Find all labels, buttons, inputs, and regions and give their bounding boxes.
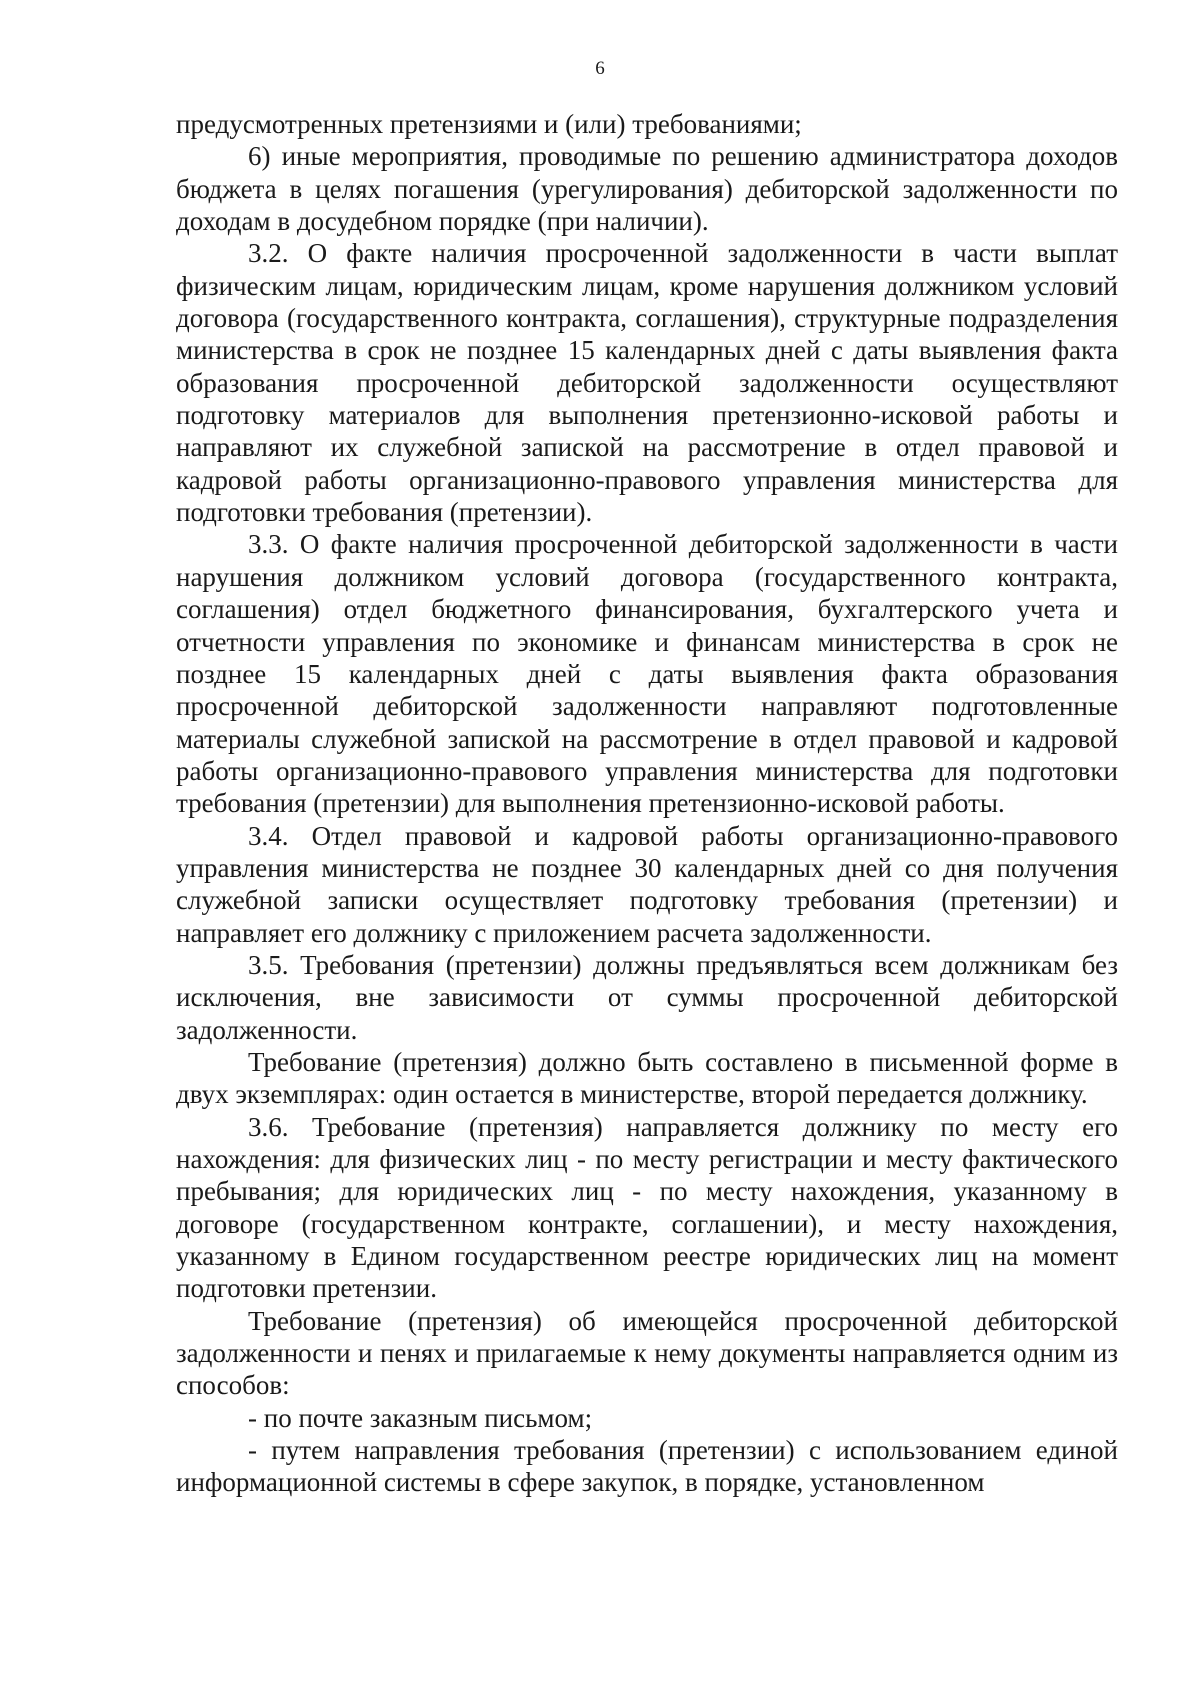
list-item-mail: - по почте заказным письмом; — [248, 1402, 593, 1433]
list-item-eis: - путем направления требования (претензии) с использованием единой информационной системы в сфере закупок, в порядке, установленном — [176, 1435, 1118, 1498]
paragraph-continuation: предусмотренных претензиями и (или) требованиями; — [176, 109, 802, 139]
paragraph-3-3: 3.3. О факте наличия просроченной дебиторской задолженности в части нарушения должником условий договора (государственного контракта, соглашения) отдел бюджетного финансирования, бухгалтерского учета и отчетности управления по экономике и финансам министерства в срок не позднее 15 календарных дней с даты выявления факта образования просроченной дебиторской задолженности направляют подготовленные материалы служебной запиской на рассмотрение в отдел правовой и кадровой работы организационно-правового управления министерства для подготовки требования (претензии) для выполнения претензионно-исковой работы. — [176, 529, 1118, 819]
paragraph-3-6: 3.6. Требование (претензия) направляется должнику по месту его нахождения: для физических лиц - по месту регистрации и месту фактического пребывания; для юридических лиц - по месту нахождения, указанному в договоре (государственном контракте, соглашении), и месту нахождения, указанному в Едином государственном реестре юридических лиц на момент подготовки претензии. — [176, 1111, 1118, 1304]
paragraph-3-6-methods: Требование (претензия) об имеющейся просроченной дебиторской задолженности и пенях и прилагаемые к нему документы направляется одним из способов: — [176, 1305, 1118, 1401]
document-body — [176, 108, 1118, 1499]
paragraph-3-5: 3.5. Требования (претензии) должны предъявляться всем должникам без исключения, вне зависимости от суммы просроченной дебиторской задолженности. — [176, 949, 1118, 1045]
page-number: 6 — [595, 58, 605, 79]
paragraph-item-6: 6) иные мероприятия, проводимые по решению администратора доходов бюджета в целях погашения (урегулирования) дебиторской задолженности по доходам в досудебном порядке (при наличии). — [176, 141, 1118, 237]
paragraph-3-2: 3.2. О факте наличия просроченной задолженности в части выплат физическим лицам, юридическим лицам, кроме нарушения должником условий договора (государственного контракта, соглашения), структурные подразделения министерства в срок не позднее 15 календарных дней с даты выявления факта образования просроченной дебиторской задолженности осуществляют подготовку материалов для выполнения претензионно-исковой работы и направляют их служебной запиской на рассмотрение в отдел правовой и кадровой работы организационно-правового управления министерства для подготовки требования (претензии). — [176, 238, 1118, 528]
paragraph-3-5-form: Требование (претензия) должно быть составлено в письменной форме в двух экземплярах: один остается в министерстве, второй передается должнику. — [176, 1046, 1118, 1110]
paragraph-3-4: 3.4. Отдел правовой и кадровой работы организационно-правового управления министерства не позднее 30 календарных дней со дня получения служебной записки осуществляет подготовку требования (претензии) и направляет его должнику с приложением расчета задолженности. — [176, 820, 1118, 948]
